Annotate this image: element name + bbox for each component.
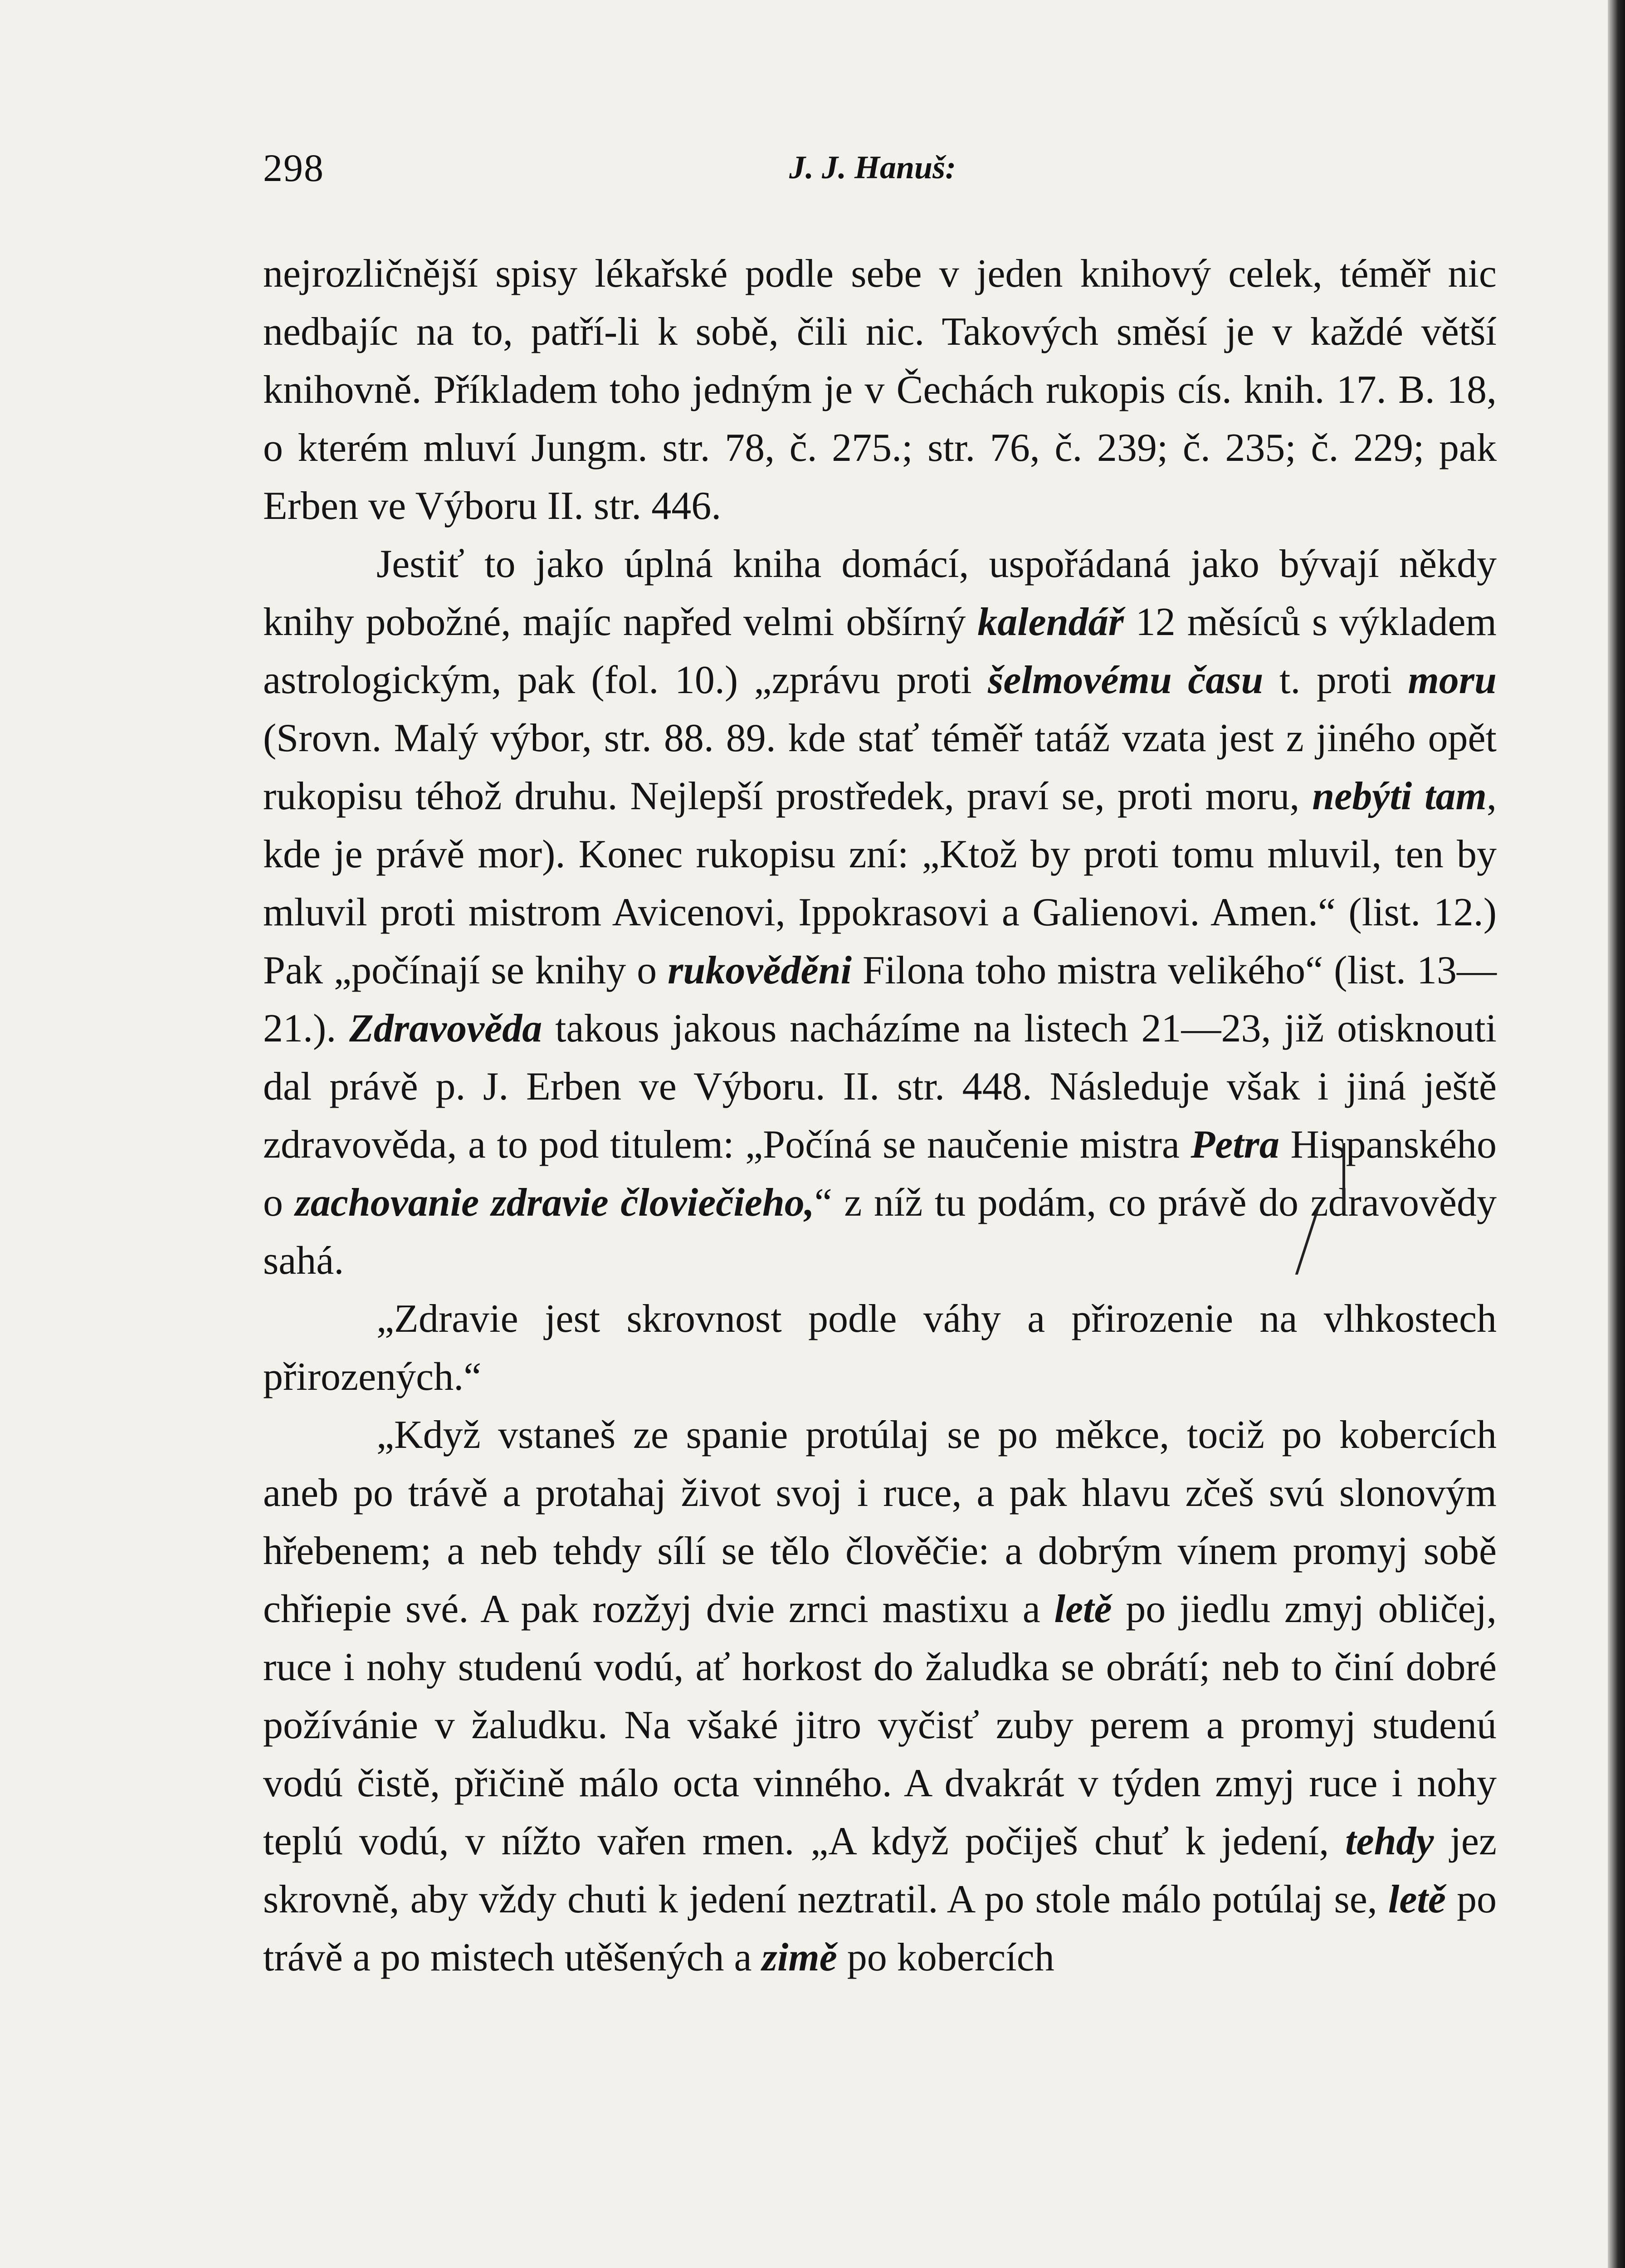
body-text [263, 245, 1497, 1987]
text-run: „Zdravie jest skrovnost podle váhy a přirozenie na vlhkostech přirozených.“ [263, 1297, 1497, 1399]
emphasis: letě [1054, 1587, 1112, 1631]
emphasis: nebýti tam [1312, 774, 1487, 818]
text-run: (Srovn. Malý výbor, str. 88. 89. kde stať téměř tatáž vzata jest z jiného opět rukopisu téhož druhu. Nejlepší prostředek, praví se, proti moru, [263, 716, 1497, 818]
paragraph-4 [263, 1406, 1497, 1987]
text-run: Filona toho mistra velikého“ (list. 13—21.). [263, 948, 1497, 1051]
text-run: , kde je právě mor). Konec rukopisu zní: „Ktož by proti tomu mluvil, ten by mluvil proti mistrom Avicenovi, Ippokrasovi a Galienovi. Amen.“ (list. 12.) Pak „počínají se knihy o [263, 774, 1497, 992]
emphasis: moru [1408, 658, 1497, 702]
emphasis: kalendář [977, 600, 1124, 644]
page-number: 298 [263, 146, 324, 190]
page-edge-shadow [1608, 0, 1625, 2268]
text-run: po trávě a po mistech utěšených a [263, 1877, 1497, 1980]
text-run: t. proti [1263, 658, 1408, 702]
paragraph-2 [263, 535, 1497, 1290]
emphasis: Zdravověda [349, 1007, 542, 1051]
page-header [263, 145, 1497, 200]
emphasis: šelmovému času [988, 658, 1264, 702]
text-run: 12 měsíců s výkladem astrologickým, pak (fol. 10.) „zprávu proti [263, 600, 1497, 702]
emphasis: tehdy [1345, 1819, 1434, 1863]
text-run: jez skrovně, aby vždy chuti k jedení neztratil. A po stole málo potúlaj se, [263, 1819, 1497, 1921]
text-run: “ z níž tu podám, co právě do zdravovědy sahá. [263, 1181, 1497, 1283]
emphasis: rukověděni [668, 948, 852, 992]
paragraph-3 [263, 1290, 1497, 1406]
text-run: „Když vstaneš ze spanie protúlaj se po měkce, tociž po kobercích aneb po trávě a protahaj život svoj i ruce, a pak hlavu zčeš svú slonovým hřebenem; a neb tehdy sílí se tělo člověčie: a dobrým vínem promyj sobě chřiepie své. A pak rozžyj dvie zrnci mastixu a [263, 1413, 1497, 1631]
text-run: Jestiť to jako úplná kniha domácí, uspořádaná jako bývají někdy knihy pobožné, majíc napřed velmi obšírný [263, 542, 1497, 644]
emphasis: letě [1388, 1877, 1446, 1921]
emphasis: zimě [761, 1936, 837, 1980]
paragraph-1 [263, 245, 1497, 535]
text-run: po kobercích [837, 1936, 1054, 1980]
emphasis: Petra [1191, 1123, 1279, 1167]
text-run: takous jakous nacházíme na listech 21—23, již otisknouti dal právě p. J. Erben ve Výboru. II. str. 448. Následuje však i jiná ještě zdravověda, a to pod titulem: „Počíná se naučenie mistra [263, 1007, 1497, 1167]
pencil-mark [1342, 1143, 1352, 1211]
text-run: nejrozličnější spisy lékařské podle sebe v jeden knihový celek, téměř nic nedbajíc na to, patří-li k sobě, čili nic. Takových směsí je v každé větší knihovně. Příkladem toho jedným je v Čechách rukopis cís. knih. 17. B. 18, o kterém mluví Jungm. str. 78, č. 275.; str. 76, č. 239; č. 235; č. 229; pak Erben ve Výboru II. str. 446. [263, 252, 1497, 528]
text-run: Hispanského o [263, 1123, 1497, 1225]
text-run: po jiedlu zmyj obličej, ruce i nohy studenú vodú, ať horkost do žaludka se obrátí; neb to činí dobré požívánie v žaludku. Na všaké jitro vyčisť zuby perem a promyj studenú vodú čistě, přičině málo octa vinného. A dvakrát v týden zmyj ruce i nohy teplú vodú, v nížto vařen rmen. „A když počiješ chuť k jedení, [263, 1587, 1497, 1863]
emphasis: zachovanie zdravie človiečieho, [295, 1181, 815, 1225]
running-head: J. J. Hanuš: [789, 149, 956, 186]
